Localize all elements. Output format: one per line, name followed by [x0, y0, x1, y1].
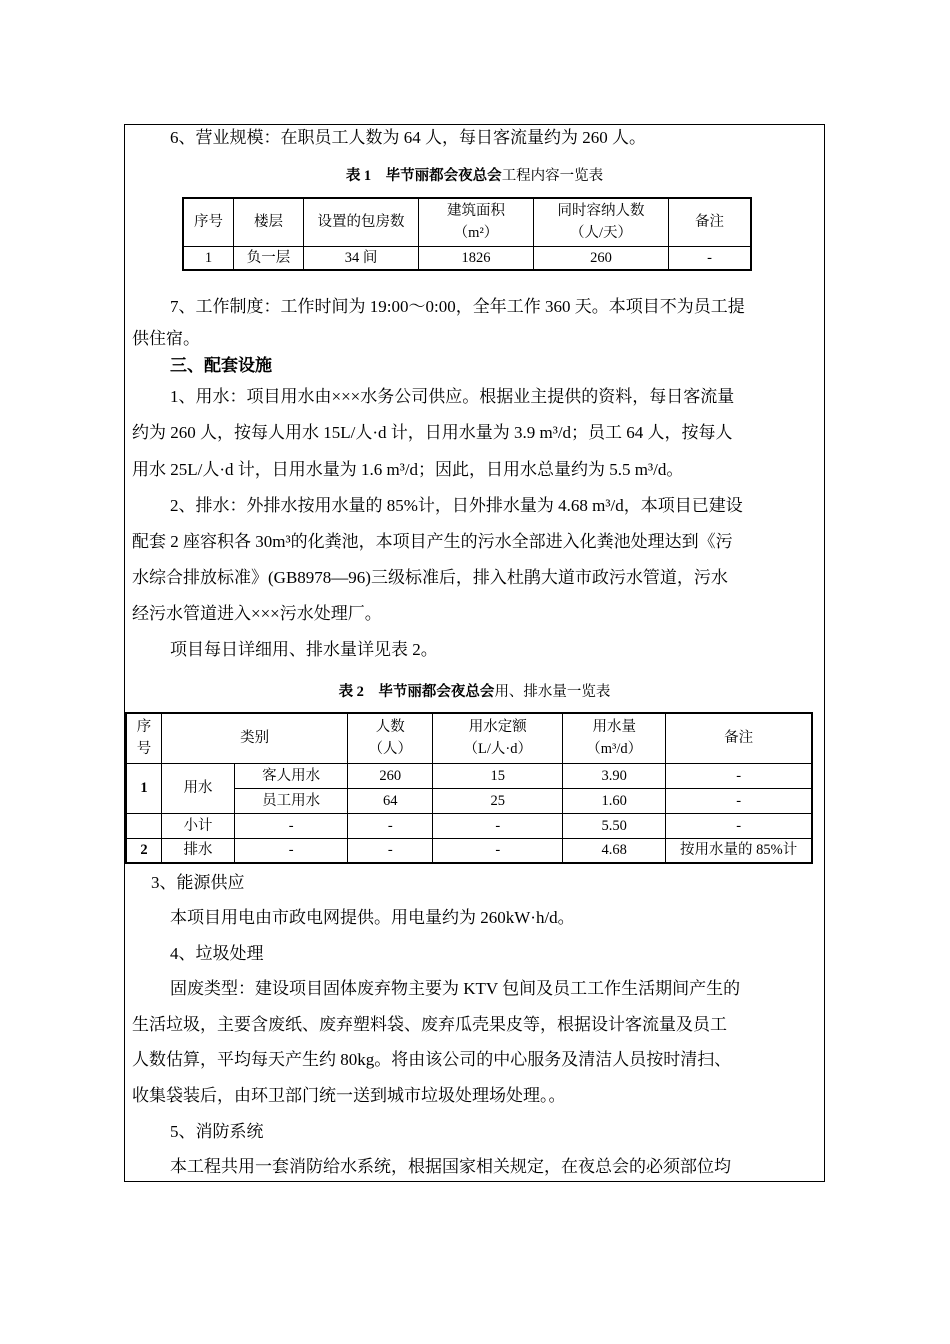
paragraph-water-3: 用水 25L/人·d 计，日用水量为 1.6 m³/d；因此，日用水总量约为 5.5 m³/d。 — [132, 460, 684, 479]
t2-cell: - — [433, 813, 563, 838]
t2-cell: - — [348, 838, 433, 863]
t2-header-volume — [563, 713, 666, 763]
t2-cell: - — [235, 838, 348, 863]
table1-caption — [125, 164, 824, 185]
t2-cell: 4.68 — [563, 838, 666, 863]
paragraph-detail-ref: 项目每日详细用、排水量详见表 2。 — [170, 640, 438, 659]
t2-row1-seq: 1 — [126, 763, 162, 813]
t2-cell: 排水 — [162, 838, 235, 863]
t2-header-people — [348, 713, 433, 763]
t2-cell: 260 — [348, 763, 433, 788]
t1-header-area-label: 建筑面积 — [447, 203, 505, 220]
t2-cell: 64 — [348, 788, 433, 813]
t2-cell: 客人用水 — [235, 763, 348, 788]
t1-cell: 1 — [183, 246, 234, 270]
t1-cell: - — [669, 246, 752, 270]
paragraph-fire-1: 本工程共用一套消防给水系统，根据国家相关规定，在夜总会的必须部位均 — [170, 1157, 731, 1176]
paragraph-work-schedule-2: 供住宿。 — [132, 329, 200, 348]
t2-cell: 1.60 — [563, 788, 666, 813]
paragraph-garbage-1: 固废类型：建设项目固体废弃物主要为 KTV 包间及员工工作生活期间产生的 — [170, 979, 741, 998]
table1-caption-bold: 表 1 毕节丽都会夜总会 — [345, 168, 502, 184]
paragraph-drainage-3: 水综合排放标准》(GB8978—96)三级标准后，排入杜鹃大道市政污水管道，污水 — [132, 568, 728, 587]
t1-header-seq: 序号 — [183, 198, 234, 246]
t2-cell: - — [235, 813, 348, 838]
paragraph-drainage-2: 配套 2 座容积各 30m³的化粪池，本项目产生的污水全部进入化粪池处理达到《污 — [132, 532, 733, 551]
t1-cell: 负一层 — [234, 246, 304, 270]
t2-cell: - — [348, 813, 433, 838]
t2-header-quota — [433, 713, 563, 763]
t1-header-area — [419, 198, 534, 246]
t2-cell: 3.90 — [563, 763, 666, 788]
t2-cell: 小计 — [162, 813, 235, 838]
paragraph-drainage-4: 经污水管道进入×××污水处理厂。 — [132, 604, 382, 623]
t2-header-quota-b: （L/人·d） — [463, 741, 532, 758]
t1-header-area-unit: （m²） — [453, 225, 499, 242]
t2-header-people-b: （人） — [368, 741, 412, 758]
t2-cell: - — [666, 763, 812, 788]
t2-header-category: 类别 — [162, 713, 348, 763]
t2-cell-empty — [126, 813, 162, 838]
paragraph-garbage-3: 人数估算，平均每天产生约 80kg。将由该公司的中心服务及清洁人员按时清扫、 — [132, 1050, 732, 1069]
t2-cell: 5.50 — [563, 813, 666, 838]
t2-header-seq-a: 序 — [136, 719, 152, 736]
heading-fire: 5、消防系统 — [170, 1122, 264, 1141]
table1-caption-rest: 工程内容一览表 — [501, 168, 604, 184]
paragraph-water-2: 约为 260 人，按每人用水 15L/人·d 计，日用水量为 3.9 m³/d；员工 64 人，按每人 — [132, 423, 733, 442]
document-frame — [124, 124, 825, 1182]
t1-header-capacity-label: 同时容纳人数 — [557, 203, 645, 220]
t2-cell: - — [666, 788, 812, 813]
t1-header-capacity — [534, 198, 669, 246]
paragraph-energy: 本项目用电由市政电网提供。用电量约为 260kW·h/d。 — [170, 908, 575, 927]
table2-caption — [125, 680, 824, 701]
t2-header-people-a: 人数 — [375, 719, 405, 736]
t2-header-volume-b: （m³/d） — [586, 741, 643, 758]
paragraph-business-scale: 6、营业规模：在职员工人数为 64 人，每日客流量约为 260 人。 — [170, 128, 646, 147]
t1-header-note: 备注 — [669, 198, 752, 246]
table2-caption-rest: 用、排水量一览表 — [494, 684, 611, 700]
heading-garbage: 4、垃圾处理 — [170, 944, 264, 963]
t2-header-seq-b: 号 — [136, 741, 152, 758]
t2-cell: - — [666, 813, 812, 838]
paragraph-garbage-2: 生活垃圾，主要含废纸、废弃塑料袋、废弃瓜壳果皮等，根据设计客流量及员工 — [132, 1015, 727, 1034]
t2-header-seq — [126, 713, 162, 763]
t1-header-capacity-unit: （人/天） — [569, 225, 633, 242]
table1-project-content — [182, 197, 752, 271]
paragraph-garbage-4: 收集袋装后，由环卫部门统一送到城市垃圾处理场处理。。 — [132, 1086, 566, 1105]
paragraph-work-schedule-1: 7、工作制度：工作时间为 19:00～0:00，全年工作 360 天。本项目不为员工提 — [170, 297, 745, 316]
t1-cell: 260 — [534, 246, 669, 270]
t2-header-volume-a: 用水量 — [592, 719, 636, 736]
t1-cell: 1826 — [419, 246, 534, 270]
t2-row1-category: 用水 — [162, 763, 235, 813]
section-heading-facilities: 三、配套设施 — [170, 356, 272, 375]
t1-header-rooms: 设置的包房数 — [304, 198, 419, 246]
t2-header-quota-a: 用水定额 — [468, 719, 527, 736]
table2-caption-bold: 表 2 毕节丽都会夜总会 — [338, 684, 495, 700]
t2-cell: 按用水量的 85%计 — [666, 838, 812, 863]
table2-water-usage — [125, 712, 813, 864]
t2-header-note: 备注 — [666, 713, 812, 763]
heading-energy: 3、能源供应 — [151, 873, 245, 892]
t2-cell: 员工用水 — [235, 788, 348, 813]
t2-cell: - — [433, 838, 563, 863]
paragraph-water-1: 1、用水：项目用水由×××水务公司供应。根据业主提供的资料，每日客流量 — [170, 387, 735, 406]
t2-cell: 15 — [433, 763, 563, 788]
t2-cell: 25 — [433, 788, 563, 813]
t1-header-floor: 楼层 — [234, 198, 304, 246]
paragraph-drainage-1: 2、排水：外排水按用水量的 85%计，日外排水量为 4.68 m³/d，本项目已建设 — [170, 496, 743, 515]
t1-cell: 34 间 — [304, 246, 419, 270]
t2-cell: 2 — [126, 838, 162, 863]
